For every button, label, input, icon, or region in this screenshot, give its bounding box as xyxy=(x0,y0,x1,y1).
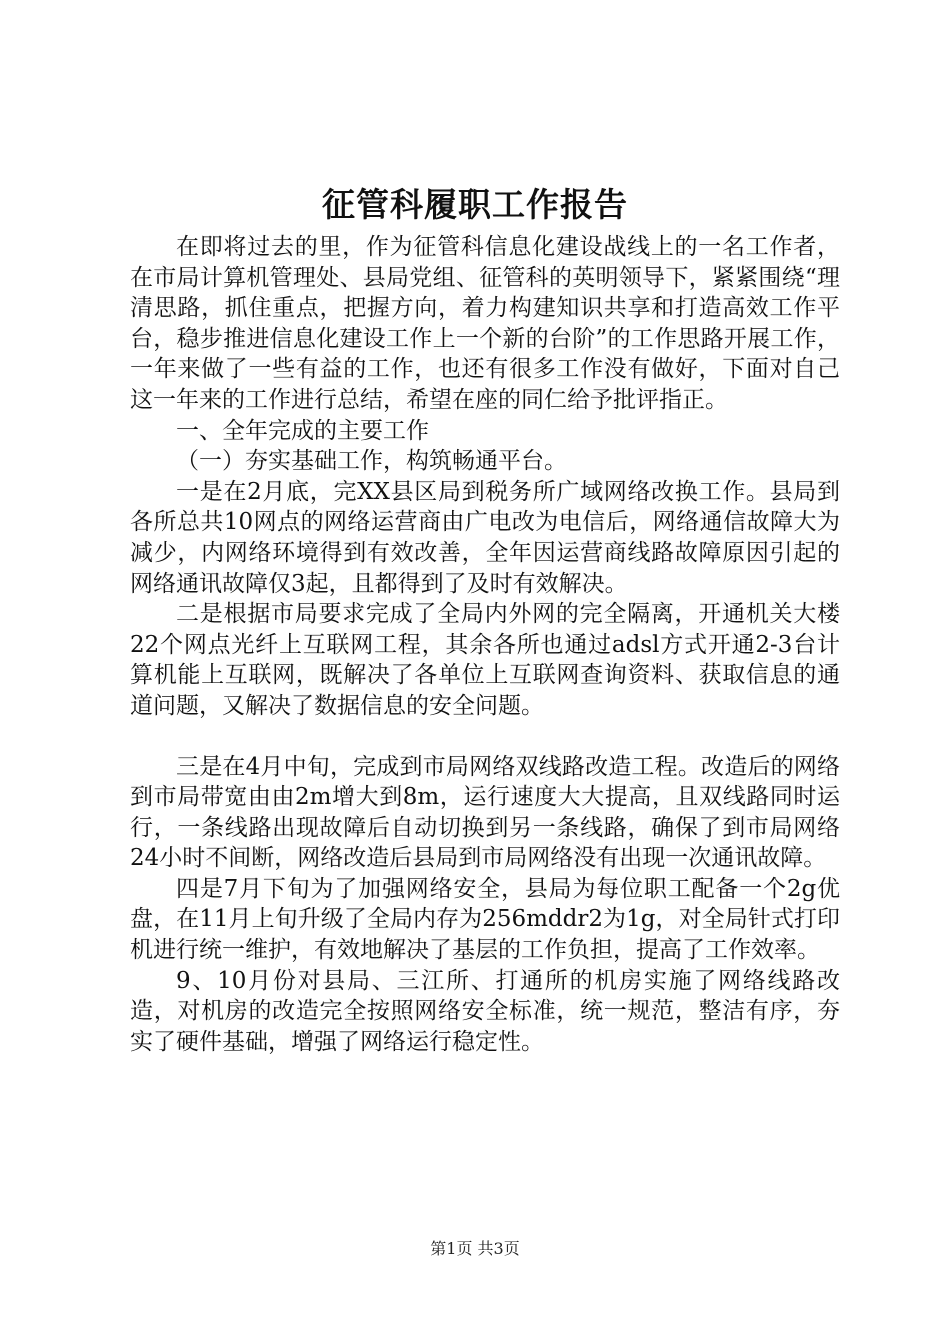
paragraph-item-2: 二是根据市局要求完成了全局内外网的完全隔离，开通机关大楼22个网点光纤上互联网工程，其余各所也通过adsl方式开通2-3台计算机能上互联网，既解决了各单位上互联网查询资料、获取信息的通道问题，又解决了数据信息的安全问题。 xyxy=(130,601,840,719)
subsection-heading: （一）夯实基础工作，构筑畅通平台。 xyxy=(176,448,567,475)
section-heading: 一、全年完成的主要工作 xyxy=(176,417,429,444)
document-title: 征管科履职工作报告 xyxy=(322,185,628,224)
paragraph-intro: 在即将过去的里，作为征管科信息化建设战线上的一名工作者，在市局计算机管理处、县局党组、征管科的英明领导下，紧紧围绕“理清思路，抓住重点，把握方向，着力构建知识共享和打造高效工作平台，稳步推进信息化建设工作上一个新的台阶”的工作思路开展工作，一年来做了一些有益的工作，也还有很多工作没有做好，下面对自己这一年来的工作进行总结，希望在座的同仁给予批评指正。 xyxy=(130,234,840,413)
paragraph-item-4: 四是7月下旬为了加强网络安全，县局为每位职工配备一个2g优盘，在11月上旬升级了全局内存为256mddr2为1g，对全局针式打印机进行统一维护，有效地解决了基层的工作负担，提高了工作效率。 xyxy=(130,875,840,964)
paragraph-item-5: 9、10月份对县局、三江所、打通所的机房实施了网络线路改造，对机房的改造完全按照网络安全标准，统一规范，整洁有序，夯实了硬件基础，增强了网络运行稳定性。 xyxy=(130,967,840,1055)
document-body xyxy=(130,232,840,1057)
page-number-footer: 第1页 共3页 xyxy=(430,1239,520,1258)
paragraph-item-1: 一是在2月底，完XX县区局到税务所广域网络改换工作。县局到各所总共10网点的网络运营商由广电改为电信后，网络通信故障大为减少，内网络环境得到有效改善，全年因运营商线路故障原因引起的网络通讯故障仅3起，且都得到了及时有效解决。 xyxy=(130,478,840,597)
paragraph-item-3: 三是在4月中旬，完成到市局网络双线路改造工程。改造后的网络到市局带宽由由2m增大到8m，运行速度大大提高，且双线路同时运行，一条线路出现故障后自动切换到另一条线路，确保了到市局网络24小时不间断，网络改造后县局到市局网络没有出现一次通讯故障。 xyxy=(130,753,840,872)
